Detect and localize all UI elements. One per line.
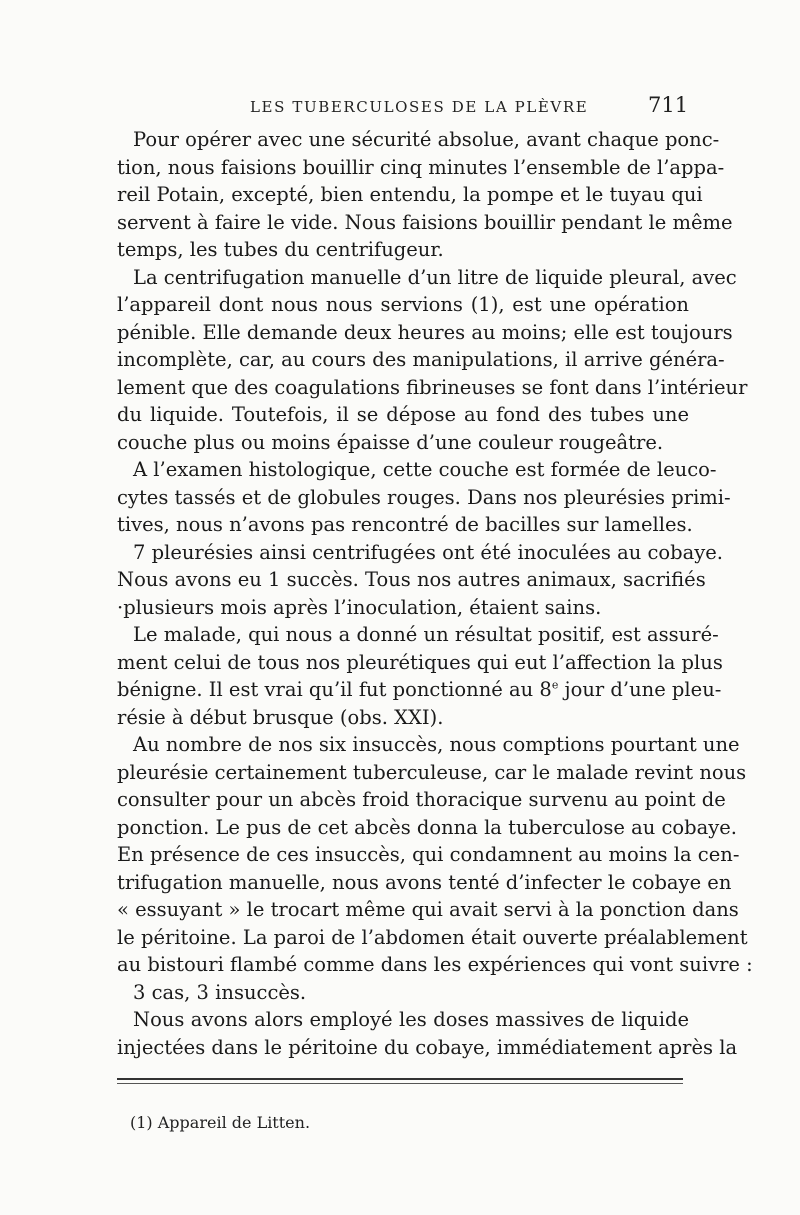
text-line: consulter pour un abcès froid thoracique survenu au point de [117,788,726,811]
footnote-rule [117,1078,683,1080]
text-line: trifugation manuelle, nous avons tenté d’infecter le cobaye en [117,870,732,894]
superscript: e [551,678,559,692]
text-line: Nous avons eu 1 succès. Tous nos autres animaux, sacrifiés [117,568,706,591]
text-segment: jour d’une pleu- [558,678,722,701]
text-line: reil Potain, excepté, bien entendu, la pompe et le tuyau qui [117,183,703,206]
text-line: tives, nous n’avons pas rencontré de bacilles sur lamelles. [117,513,693,536]
text-line: « essuyant » le trocart même qui avait servi à la ponction dans [117,898,739,921]
text-line: cytes tassés et de globules rouges. Dans nos pleurésies primi- [117,485,731,509]
text-line: En présence de ces insuccès, qui condamnent au moins la cen- [117,843,740,866]
text-line: Au nombre de nos six insuccès, nous comptions pourtant une [133,733,740,756]
text-line: tion, nous faisions bouillir cinq minutes l’ensemble de l’appa- [117,155,725,179]
text-line: 7 pleurésies ainsi centrifugées ont été inoculées au cobaye. [133,540,723,564]
text-line: 3 cas, 3 insuccès. [133,980,307,1004]
text-line: servent à faire le vide. Nous faisions bouillir pendant le même [117,210,733,234]
text-line: injectées dans le péritoine du cobaye, immédiatement après la [117,1035,738,1059]
text-line: du liquide. Toutefois, il se dépose au fond des tubes une [117,403,689,426]
body-text [117,126,753,1061]
footnote-rule-thin [117,1083,683,1084]
text-line: résie à début brusque (obs. XXI). [117,705,444,729]
text-line: couche plus ou moins épaisse d’une couleur rougeâtre. [117,430,664,454]
text-line: le péritoine. La paroi de l’abdomen était ouverte préalablement [117,925,748,949]
text-line: pleurésie certainement tuberculeuse, car le malade revint nous [117,760,747,784]
text-segment: bénigne. Il est vrai qu’il fut ponctionné au 8 [117,678,552,701]
text-line: au bistouri flambé comme dans les expériences qui vont suivre : [117,953,753,976]
text-line: Le malade, qui nous a donné un résultat positif, est assuré- [133,623,719,646]
running-title: LES TUBERCULOSES DE LA PLÈVRE [250,98,589,116]
footnote: (1) Appareil de Litten. [130,1113,311,1132]
text-line [117,676,722,704]
text-line: l’appareil dont nous nous servions (1), est une opération [117,293,689,316]
text-line: A l’examen histologique, cette couche est formée de leuco- [133,458,717,481]
page-number: 711 [648,93,689,117]
text-line: La centrifugation manuelle d’un litre de liquide pleural, avec [133,265,737,289]
text-line: Nous avons alors employé les doses massives de liquide [133,1008,689,1031]
text-line: temps, les tubes du centrifugeur. [117,238,444,261]
text-line: ponction. Le pus de cet abcès donna la tuberculose au cobaye. [117,815,737,839]
text-line: lement que des coagulations fibrineuses se font dans l’intérieur [117,375,748,399]
text-line: ·plusieurs mois après l’inoculation, étaient sains. [117,595,602,619]
text-line: pénible. Elle demande deux heures au moins; elle est toujours [117,320,733,344]
text-line: Pour opérer avec une sécurité absolue, avant chaque ponc- [133,128,720,151]
text-line: incomplète, car, au cours des manipulations, il arrive généra- [117,348,725,371]
text-line: ment celui de tous nos pleurétiques qui eut l’affection la plus [117,650,723,674]
